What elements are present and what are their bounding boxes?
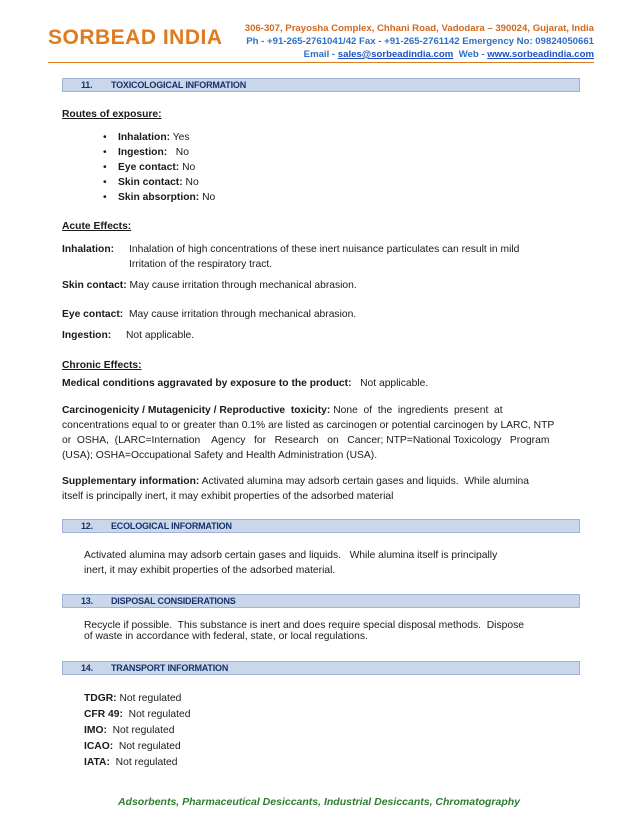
eye-text: May cause irritation through mechanical abrasion. xyxy=(123,309,357,320)
supplementary-info xyxy=(62,474,582,504)
medical-text: Not applicable. xyxy=(351,378,429,389)
section-14-header xyxy=(62,661,580,675)
route-value: No xyxy=(182,177,199,188)
section-12-header xyxy=(62,519,580,533)
transport-label: IATA: xyxy=(84,757,110,768)
transport-list xyxy=(84,691,604,771)
route-label: Inhalation: xyxy=(118,132,171,143)
ingestion-label: Ingestion: xyxy=(62,330,112,341)
transport-value: Not regulated xyxy=(113,741,181,752)
acute-inhalation xyxy=(62,242,582,270)
skin-label: Skin contact: xyxy=(62,280,127,291)
route-value: No xyxy=(167,147,189,158)
routes-list xyxy=(103,130,215,205)
web-label: Web - xyxy=(453,49,488,60)
chronic-carcinogenicity xyxy=(62,403,582,463)
email-label: Email - xyxy=(303,49,338,60)
section-number: 13. xyxy=(81,596,93,606)
page-footer: Adsorbents, Pharmaceutical Desiccants, Industrial Desiccants, Chromatography xyxy=(117,796,521,808)
company-web-email xyxy=(245,48,594,61)
route-label: Skin absorption: xyxy=(118,192,200,203)
ingestion-text: Not applicable. xyxy=(126,330,195,341)
company-address: 306-307, Prayosha Complex, Chhani Road, Vadodara – 390024, Gujarat, India xyxy=(244,23,594,34)
eco-line-1: Activated alumina may adsorb certain gases and liquids. While alumina itself is principally xyxy=(84,550,498,561)
section-number: 11. xyxy=(81,80,93,90)
list-item xyxy=(103,175,215,190)
transport-label: CFR 49: xyxy=(84,709,123,720)
acute-heading xyxy=(62,219,582,234)
list-item xyxy=(84,707,604,723)
disposal-text xyxy=(84,620,604,642)
route-label: Skin contact: xyxy=(118,177,183,188)
section-title: TRANSPORT INFORMATION xyxy=(111,663,229,673)
supp-label: Supplementary information: xyxy=(62,476,200,487)
acute-skin xyxy=(62,278,582,293)
eco-line-2: inert, it may exhibit properties of the adsorbed material. xyxy=(84,565,336,576)
list-item xyxy=(103,130,215,145)
ecological-text xyxy=(84,548,604,578)
section-13-header xyxy=(62,594,580,608)
transport-value: Not regulated xyxy=(116,693,182,704)
carc-text-2: concentrations equal to or greater than 0.1% are listed as carcinogen or potential carcinogen by LARC, NTP xyxy=(62,420,555,431)
carc-text-1: None of the ingredients present at xyxy=(330,405,503,416)
supp-text-2: itself is principally inert, it may exhibit properties of the adsorbed material xyxy=(62,491,394,502)
routes-heading xyxy=(62,107,582,122)
route-label: Ingestion: xyxy=(118,147,168,158)
carc-text-4: (USA); OSHA=Occupational Safety and Health Administration (USA). xyxy=(62,450,378,461)
list-item xyxy=(103,190,215,205)
acute-eye xyxy=(62,307,582,322)
company-phone: Ph - +91-265-2761041/42 Fax - +91-265-2761142 Emergency No: 09824050661 xyxy=(246,36,594,47)
skin-text: May cause irritation through mechanical abrasion. xyxy=(126,280,357,291)
section-number: 12. xyxy=(81,521,93,531)
inhalation-label: Inhalation: xyxy=(62,244,115,255)
route-value: No xyxy=(179,162,196,173)
supp-text-1: Activated alumina may adsorb certain gases and liquids. While alumina xyxy=(199,476,529,487)
acute-heading-text: Acute Effects: xyxy=(62,221,132,232)
section-11-header xyxy=(62,78,580,92)
acute-ingestion xyxy=(62,328,582,343)
medical-label: Medical conditions aggravated by exposure to the product: xyxy=(62,378,352,389)
transport-value: Not regulated xyxy=(109,757,178,768)
transport-value: Not regulated xyxy=(106,725,175,736)
list-item xyxy=(84,739,604,755)
inhalation-text-1: Inhalation of high concentrations of these inert nuisance particulates can result in mild xyxy=(129,244,520,255)
carc-label: Carcinogenicity / Mutagenicity / Reproductive toxicity: xyxy=(62,405,331,416)
carc-text-3: or OSHA, (LARC=Internation Agency for Research on Cancer; NTP=National Toxicology Program xyxy=(62,435,550,446)
chronic-heading xyxy=(62,358,582,373)
header-divider xyxy=(48,62,594,63)
section-title: TOXICOLOGICAL INFORMATION xyxy=(111,80,246,90)
list-item xyxy=(103,145,215,160)
chronic-medical xyxy=(62,376,582,391)
inhalation-text-2: Irritation of the respiratory tract. xyxy=(129,259,273,270)
section-title: DISPOSAL CONSIDERATIONS xyxy=(111,596,236,606)
disposal-line-1: Recycle if possible. This substance is inert and does require special disposal methods. Dispose xyxy=(84,620,524,631)
transport-value: Not regulated xyxy=(122,709,191,720)
list-item xyxy=(84,755,604,771)
list-item xyxy=(84,691,604,707)
list-item xyxy=(103,160,215,175)
section-title: ECOLOGICAL INFORMATION xyxy=(111,521,232,531)
company-logo: SORBEAD INDIA xyxy=(48,26,223,49)
list-item xyxy=(84,723,604,739)
transport-label: IMO: xyxy=(84,725,107,736)
company-contact xyxy=(245,22,594,61)
chronic-heading-text: Chronic Effects: xyxy=(62,360,142,371)
route-label: Eye contact: xyxy=(118,162,180,173)
routes-heading-text: Routes of exposure: xyxy=(62,109,162,120)
route-value: No xyxy=(199,192,216,203)
route-value: Yes xyxy=(170,132,190,143)
disposal-line-2: of waste in accordance with federal, state, or local regulations. xyxy=(84,631,368,642)
website-link[interactable]: www.sorbeadindia.com xyxy=(487,49,594,60)
eye-label: Eye contact: xyxy=(62,309,124,320)
section-number: 14. xyxy=(81,663,93,673)
transport-label: TDGR: xyxy=(84,693,117,704)
transport-label: ICAO: xyxy=(84,741,114,752)
email-link[interactable]: sales@sorbeadindia.com xyxy=(337,49,454,60)
